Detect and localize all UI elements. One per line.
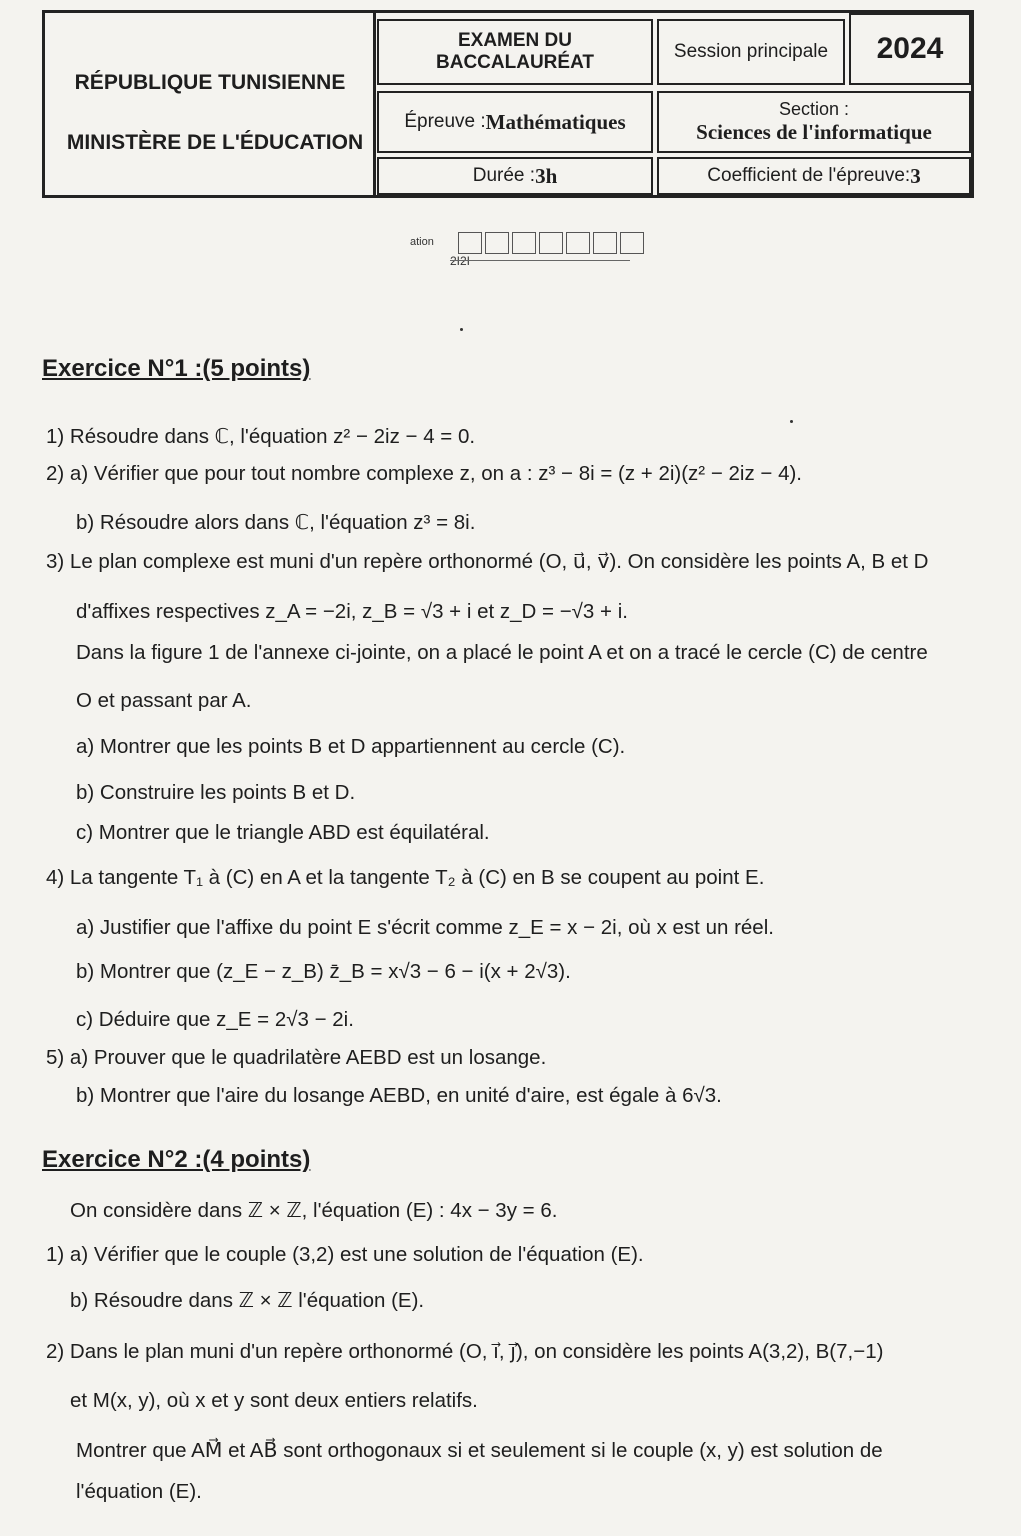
coef-label: Coefficient de l'épreuve: [707,165,911,186]
ex2-line: 1) a) Vérifier que le couple (3,2) est une solution de l'équation (E). [46,1243,644,1266]
subject-value: Mathématiques [485,109,626,134]
section-value: Sciences de l'informatique [696,120,932,144]
section-cell [657,91,971,153]
ex2-line: et M(x, y), où x et y sont deux entiers relatifs. [70,1389,478,1412]
duration-cell [377,157,653,195]
ex1-line: 5) a) Prouver que le quadrilatère AEBD est un losange. [46,1046,547,1069]
duration-label: Durée : [472,165,536,186]
ex2-line: 2) Dans le plan muni d'un repère orthonormé (O, i⃗, j⃗), on considère les points A(3,2), B(7,−1) [46,1340,884,1363]
exercise-2-title: Exercice N°2 :(4 points) [42,1146,311,1173]
section-label: Section : [778,99,850,119]
ex1-line: d'affixes respectives z_A = −2i, z_B = √3 + i et z_D = −√3 + i. [76,600,628,623]
exercise-1-title: Exercice N°1 :(5 points) [42,355,311,382]
ex1-line: a) Justifier que l'affixe du point E s'écrit comme z_E = x − 2i, où x est un réel. [76,916,774,939]
ex2-line: b) Résoudre dans ℤ × ℤ l'équation (E). [70,1289,425,1312]
coef-value: 3 [910,163,921,188]
ex2-line: l'équation (E). [76,1480,202,1503]
ex1-line: c) Montrer que le triangle ABD est équilatéral. [76,821,490,844]
ex1-line: a) Montrer que les points B et D appartiennent au cercle (C). [76,735,626,758]
ex1-line: b) Résoudre alors dans ℂ, l'équation z³ = 8i. [76,511,476,534]
ex1-line: Dans la figure 1 de l'annexe ci-jointe, on a placé le point A et on a tracé le cercle (C) de centre [76,641,928,664]
duration-value: 3h [535,163,558,188]
subject-label: Épreuve : [404,111,486,132]
ex1-line: b) Montrer que (z_E − z_B) z̄_B = x√3 − 6 − i(x + 2√3). [76,960,571,983]
stamp-handwriting: 2I2I [450,254,471,268]
ministry-label: MINISTÈRE DE L'ÉDUCATION [66,131,364,154]
ex2-line: Montrer que AM⃗ et AB⃗ sont orthogonaux si et seulement si le couple (x, y) est solution de [76,1439,883,1462]
exam-header [42,10,974,198]
ex1-line: O et passant par A. [76,689,252,712]
session-label: Session principale [657,19,845,85]
republic-label: RÉPUBLIQUE TUNISIENNE [74,71,346,94]
ex1-line: b) Construire les points B et D. [76,781,356,804]
ex1-line: b) Montrer que l'aire du losange AEBD, en unité d'aire, est égale à 6√3. [76,1084,722,1107]
stamp-boxes [458,232,647,254]
ex1-line: 1) Résoudre dans ℂ, l'équation z² − 2iz − 4 = 0. [46,425,476,448]
exam-label: EXAMEN DU BACCALAURÉAT [377,19,653,85]
ex1-line: c) Déduire que z_E = 2√3 − 2i. [76,1008,354,1031]
candidate-number-stamp [410,228,630,272]
subject-cell [377,91,653,153]
coef-cell [657,157,971,195]
ex2-line: On considère dans ℤ × ℤ, l'équation (E) : 4x − 3y = 6. [70,1199,558,1222]
stamp-label: ation [410,236,434,248]
ex1-line: 4) La tangente T₁ à (C) en A et la tangente T₂ à (C) en B se coupent au point E. [46,866,765,889]
ex1-line: 2) a) Vérifier que pour tout nombre complexe z, on a : z³ − 8i = (z + 2i)(z² − 2iz − 4). [46,462,802,485]
ex1-line: 3) Le plan complexe est muni d'un repère orthonormé (O, u⃗, v⃗). On considère les points A, B et D [46,550,929,573]
year-label: 2024 [849,13,971,85]
ministry-block [45,13,376,195]
